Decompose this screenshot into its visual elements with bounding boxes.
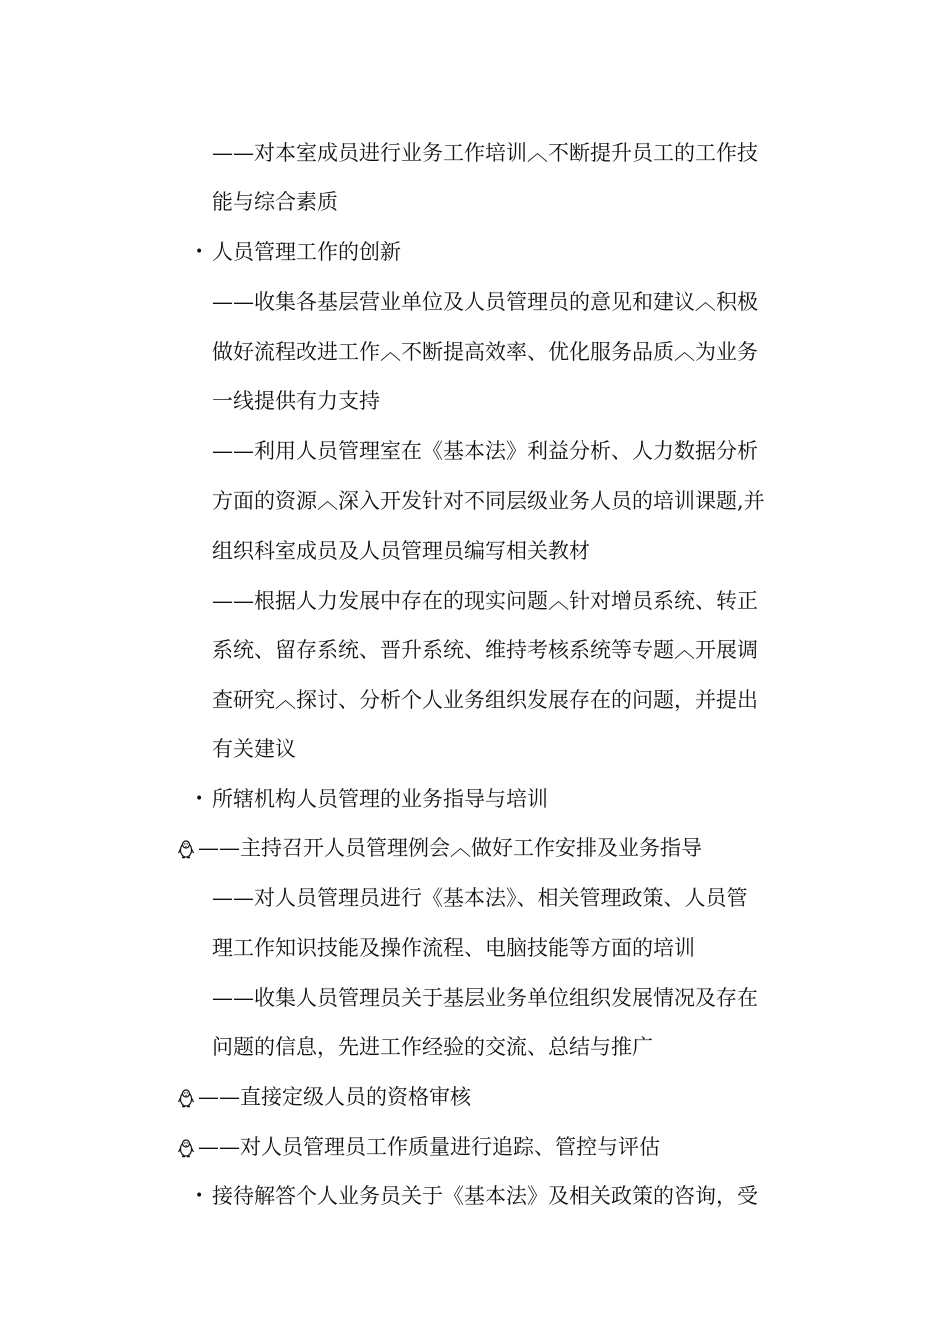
penguin-icon — [177, 839, 195, 859]
penguin-icon — [177, 1088, 195, 1108]
line-text: ——收集各基层营业单位及人员管理员的意见和建议︿积极 — [212, 290, 758, 314]
line-text: 问题的信息，先进工作经验的交流、总结与推广 — [212, 1035, 653, 1059]
paragraph-line — [0, 638, 950, 688]
paragraph-line — [0, 589, 950, 639]
line-text: ——对本室成员进行业务工作培训︿不断提升员工的工作技 — [212, 141, 758, 165]
line-text: ——对人员管理员进行《基本法》、相关管理政策、人员管 — [212, 886, 748, 910]
penguin-icon — [177, 1138, 195, 1158]
bullet-item — [0, 240, 950, 290]
line-text: ——利用人员管理室在《基本法》利益分析、人力数据分析 — [212, 439, 758, 463]
line-text: 一线提供有力支持 — [212, 389, 380, 413]
paragraph-line — [0, 489, 950, 539]
paragraph-line — [0, 539, 950, 589]
line-text: ——收集人员管理员关于基层业务单位组织发展情况及存在 — [212, 986, 758, 1010]
paragraph-line — [0, 141, 950, 191]
bullet-item — [0, 787, 950, 837]
line-text: 做好流程改进工作︿不断提高效率、优化服务品质︿为业务 — [212, 340, 758, 364]
bullet-dot-icon: • — [195, 791, 204, 807]
line-text: 组织科室成员及人员管理员编写相关教材 — [212, 539, 590, 563]
line-text: 方面的资源︿深入开发针对不同层级业务人员的培训课题,并 — [212, 489, 765, 513]
line-text: ——根据人力发展中存在的现实问题︿针对增员系统、转正 — [212, 589, 758, 613]
bullet-dot-icon: • — [195, 1188, 204, 1204]
paragraph-line — [0, 439, 950, 489]
icon-item-text: ——主持召开人员管理例会︿做好工作安排及业务指导 — [198, 836, 702, 860]
paragraph-line — [0, 1035, 950, 1085]
icon-item — [0, 1085, 950, 1135]
bullet-item-text: 所辖机构人员管理的业务指导与培训 — [212, 787, 548, 811]
line-text: 能与综合素质 — [212, 190, 338, 214]
paragraph-line — [0, 190, 950, 240]
bullet-item — [0, 1184, 950, 1234]
icon-item — [0, 1135, 950, 1185]
icon-item-text: ——直接定级人员的资格审核 — [198, 1085, 471, 1109]
line-text: 查研究︿探讨、分析个人业务组织发展存在的问题，并提出 — [212, 688, 758, 712]
line-text: 有关建议 — [212, 737, 296, 761]
icon-item-text: ——对人员管理员工作质量进行追踪、管控与评估 — [198, 1135, 660, 1159]
paragraph-line — [0, 290, 950, 340]
line-text: 理工作知识技能及操作流程、电脑技能等方面的培训 — [212, 936, 695, 960]
bullet-dot-icon: • — [195, 244, 204, 260]
paragraph-line — [0, 986, 950, 1036]
paragraph-line — [0, 737, 950, 787]
paragraph-line — [0, 340, 950, 390]
bullet-item-text: 人员管理工作的创新 — [212, 240, 401, 264]
paragraph-line — [0, 389, 950, 439]
icon-item — [0, 836, 950, 886]
paragraph-line — [0, 936, 950, 986]
paragraph-line — [0, 886, 950, 936]
paragraph-line — [0, 688, 950, 738]
line-text: 系统、留存系统、晋升系统、维持考核系统等专题︿开展调 — [212, 638, 758, 662]
bullet-item-text: 接待解答个人业务员关于《基本法》及相关政策的咨询，受 — [212, 1184, 758, 1208]
